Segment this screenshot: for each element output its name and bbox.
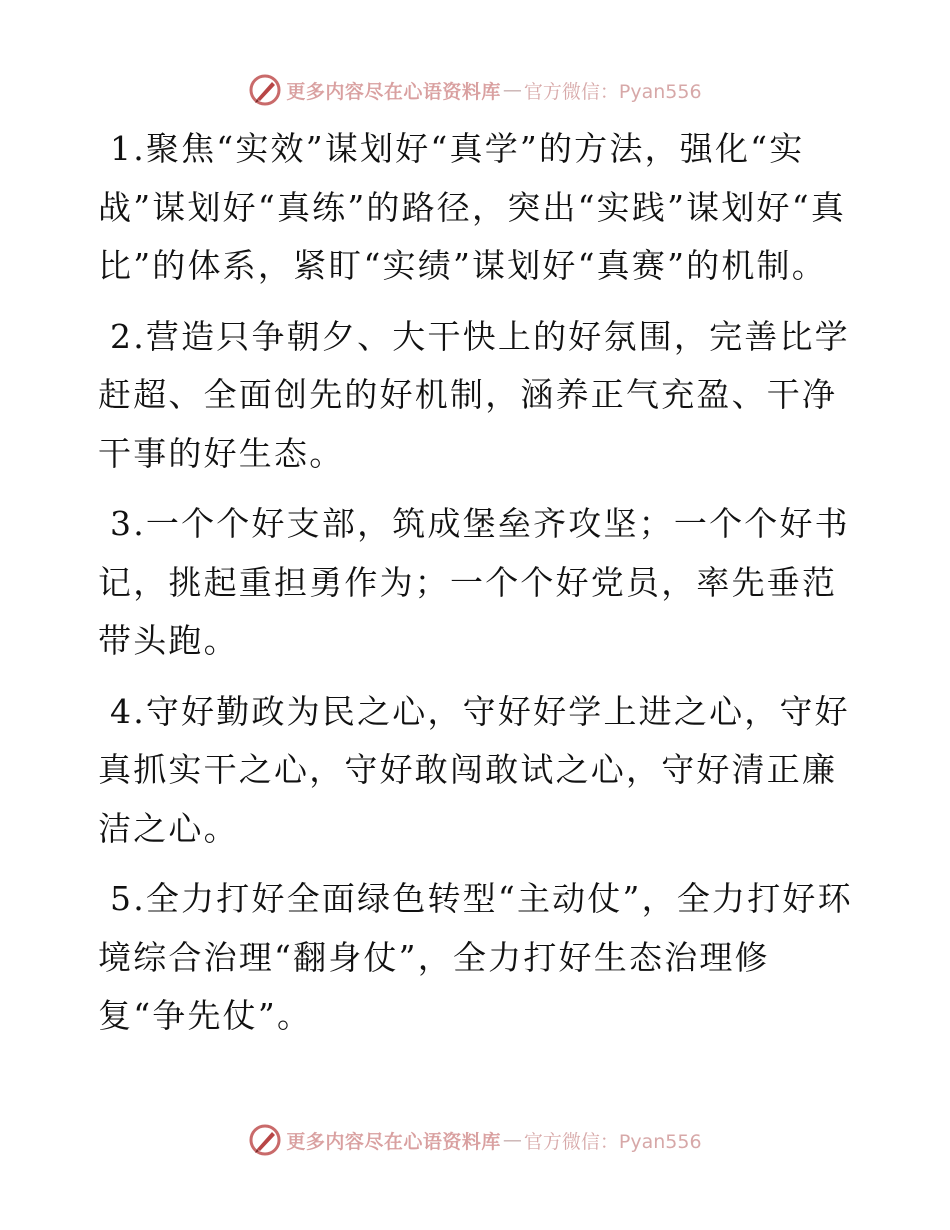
paragraph-4: 4.守好勤政为民之心，守好好学上进之心，守好真抓实干之心，守好敢闯敢试之心，守好清正廉洁之心。 — [98, 691, 850, 848]
quill-pen-logo-icon — [248, 73, 282, 107]
paragraph-1: 1.聚焦“实效”谋划好“真学”的方法，强化“实战”谋划好“真练”的路径，突出“实践”谋划好“真比”的体系，紧盯“实绩”谋划好“真赛”的机制。 — [98, 129, 847, 285]
header-watermark — [0, 70, 950, 110]
paragraph-3: 3.一个个好支部，筑成堡垒齐攻坚；一个个好书记，挑起重担勇作为；一个个好党员，率先垂范带头跑。 — [98, 504, 850, 660]
paragraph-5: 5.全力打好全面绿色转型“主动仗”，全力打好环境综合治理“翻身仗”，全力打好生态治理修复“争先仗”。 — [98, 879, 853, 1035]
quill-pen-logo-icon — [248, 1123, 282, 1157]
watermark-brand-text: 更多内容尽在心语资料库 — [286, 80, 501, 103]
watermark-wechat-text: 官方微信：Pyan556 — [523, 80, 702, 103]
watermark-wechat-text: 官方微信：Pyan556 — [523, 1130, 702, 1153]
watermark-separator: — — [502, 1129, 522, 1151]
document-body — [98, 120, 858, 1058]
footer-watermark — [0, 1120, 950, 1160]
watermark-brand-text: 更多内容尽在心语资料库 — [286, 1130, 501, 1153]
paragraph-2: 2.营造只争朝夕、大干快上的好氛围，完善比学赶超、全面创先的好机制，涵养正气充盈、干净干事的好生态。 — [98, 316, 850, 473]
watermark-separator: — — [502, 79, 522, 101]
